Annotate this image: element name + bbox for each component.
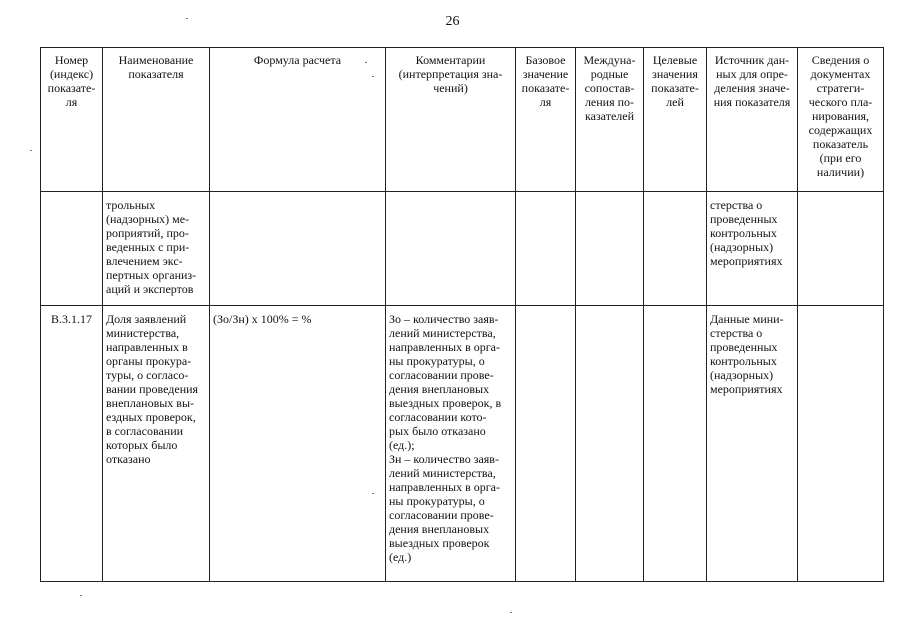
cell-data-source: Данные мини- стерства о проведенных контрольных (надзорных) мероприятиях [707,306,798,582]
cell-comment [386,192,516,306]
cell-name: Доля заявлений министерства, направленных в органы прокура- туры, о согласо- вании проведения внеплановых вы- ездных проверок, в согласовании которых было отказано [103,306,210,582]
cell-documents [798,192,884,306]
cell-formula: (Зо/Зн) x 100% = % [210,306,386,582]
cell-code [41,192,103,306]
header-documents: Сведения о документах стратеги-ческого пла-нирования, содержащих показатель (при его наличии) [798,48,884,192]
page-number: 26 [445,14,460,29]
scan-speck [372,76,374,77]
header-code: Номер (индекс) показате-ля [41,48,103,192]
header-comment: Комментарии (интерпретация зна-чений) [386,48,516,192]
scan-speck [372,493,374,494]
header-name: Наименование показателя [103,48,210,192]
indicators-table [40,47,884,582]
scan-speck [80,595,82,596]
cell-international [576,192,644,306]
cell-base-value [516,192,576,306]
table-row [41,306,884,582]
cell-code: B.3.1.17 [41,306,103,582]
cell-data-source: стерства о проведенных контрольных (надзорных) мероприятиях [707,192,798,306]
cell-target-values [644,306,707,582]
cell-comment: Зо – количество заяв- лений министерства, направленных в орга- ны прокуратуры, о согласовании прове- дения внеплановых выездных проверок, в согласовании кото- рых было отказано (ед.); Зн – количество заяв- лений министерства, направленных в орга- ны прокуратуры, о согласовании прове- дения внеплановых выездных проверок (ед.) [386,306,516,582]
cell-international [576,306,644,582]
scan-speck [510,612,512,613]
cell-documents [798,306,884,582]
scan-speck [365,62,367,63]
table-header-row [41,48,884,192]
cell-base-value [516,306,576,582]
cell-name: трольных (надзорных) ме- роприятий, про- веденных с при- влечением экс- пертных организ- аций и экспертов [103,192,210,306]
header-target-values: Целевые значения показате-лей [644,48,707,192]
header-data-source: Источник дан-ных для опре-деления значе-ния показателя [707,48,798,192]
scan-speck [30,150,32,151]
header-formula: Формула расчета [210,48,386,192]
header-base-value: Базовое значение показате-ля [516,48,576,192]
table-row [41,192,884,306]
scan-speck [186,18,188,19]
header-international: Междуна-родные сопостав-ления по-казателей [576,48,644,192]
cell-formula [210,192,386,306]
cell-target-values [644,192,707,306]
